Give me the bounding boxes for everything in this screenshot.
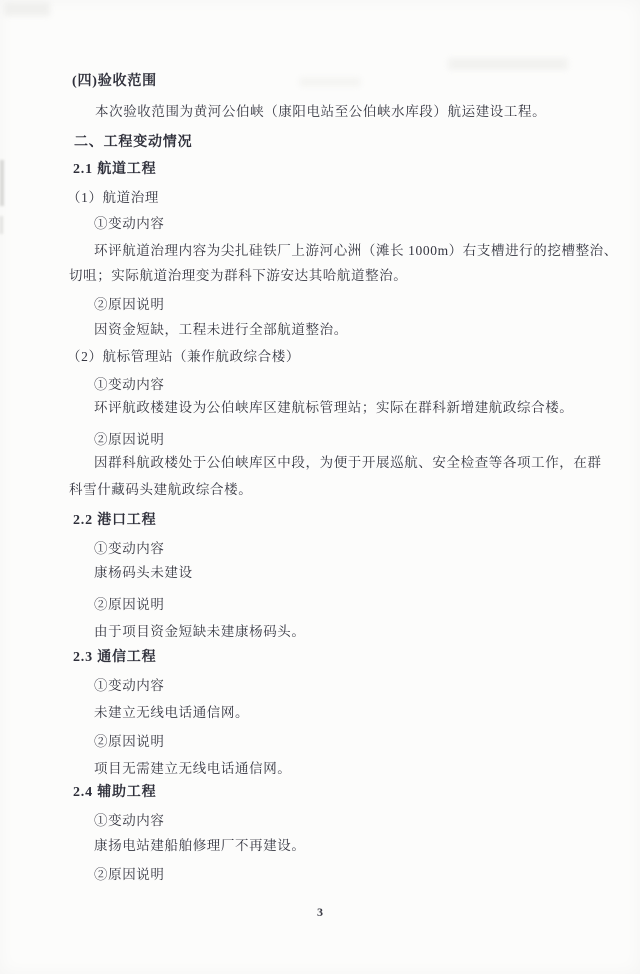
scan-smudge: [4, 2, 50, 16]
label-reason: ②原因说明: [94, 867, 165, 882]
paragraph-line: 由于项目资金短缺未建康杨码头。: [94, 624, 306, 639]
label-reason: ②原因说明: [94, 597, 165, 612]
scan-smudge: [300, 78, 360, 86]
section-heading-project-changes: 二、工程变动情况: [74, 135, 193, 150]
subsection-heading-2-2: 2.2 港口工程: [73, 513, 157, 528]
label-change-content: ①变动内容: [94, 541, 165, 556]
label-reason: ②原因说明: [94, 432, 165, 447]
section-heading-acceptance-scope: (四)验收范围: [72, 74, 157, 89]
paragraph-line: 本次验收范围为黄河公伯峡（康阳电站至公伯峡水库段）航运建设工程。: [95, 104, 547, 119]
paragraph-line: 康扬电站建船舶修理厂不再建设。: [94, 838, 306, 853]
subsection-heading-2-4: 2.4 辅助工程: [73, 785, 157, 800]
page-number: 3: [317, 905, 323, 919]
scan-edge-mark: [0, 160, 4, 206]
list-item-heading: （1）航道治理: [67, 190, 159, 205]
paragraph-line: 项目无需建立无线电话通信网。: [94, 761, 292, 776]
subsection-heading-2-1: 2.1 航道工程: [73, 162, 157, 177]
label-reason: ②原因说明: [94, 734, 165, 749]
paragraph-line: 未建立无线电话通信网。: [94, 705, 250, 720]
paragraph-line: 环评航政楼建设为公伯峡库区建航标管理站；实际在群科新增建航政综合楼。: [94, 400, 574, 415]
paragraph-line: 康杨码头未建设: [94, 565, 193, 580]
label-change-content: ①变动内容: [94, 377, 165, 392]
paragraph-line: 因资金短缺，工程未进行全部航道整治。: [94, 322, 348, 337]
scan-smudge: [448, 58, 568, 70]
subsection-heading-2-3: 2.3 通信工程: [73, 650, 157, 665]
list-item-heading: （2）航标管理站（兼作航政综合楼）: [67, 349, 300, 364]
label-reason: ②原因说明: [94, 297, 165, 312]
label-change-content: ①变动内容: [94, 216, 165, 231]
paragraph-line: 切咀；实际航道治理变为群科下游安达其哈航道整治。: [69, 268, 408, 283]
paragraph-line: 因群科航政楼处于公伯峡库区中段，为便于开展巡航、安全检查等各项工作，在群: [94, 455, 602, 470]
scan-edge-mark: [0, 216, 3, 234]
paragraph-line: 科雪什藏码头建航政综合楼。: [69, 482, 253, 497]
label-change-content: ①变动内容: [94, 678, 165, 693]
paragraph-line: 环评航道治理内容为尖扎硅铁厂上游河心洲（滩长 1000m）右支槽进行的挖槽整治、: [94, 243, 618, 258]
label-change-content: ①变动内容: [94, 813, 165, 828]
